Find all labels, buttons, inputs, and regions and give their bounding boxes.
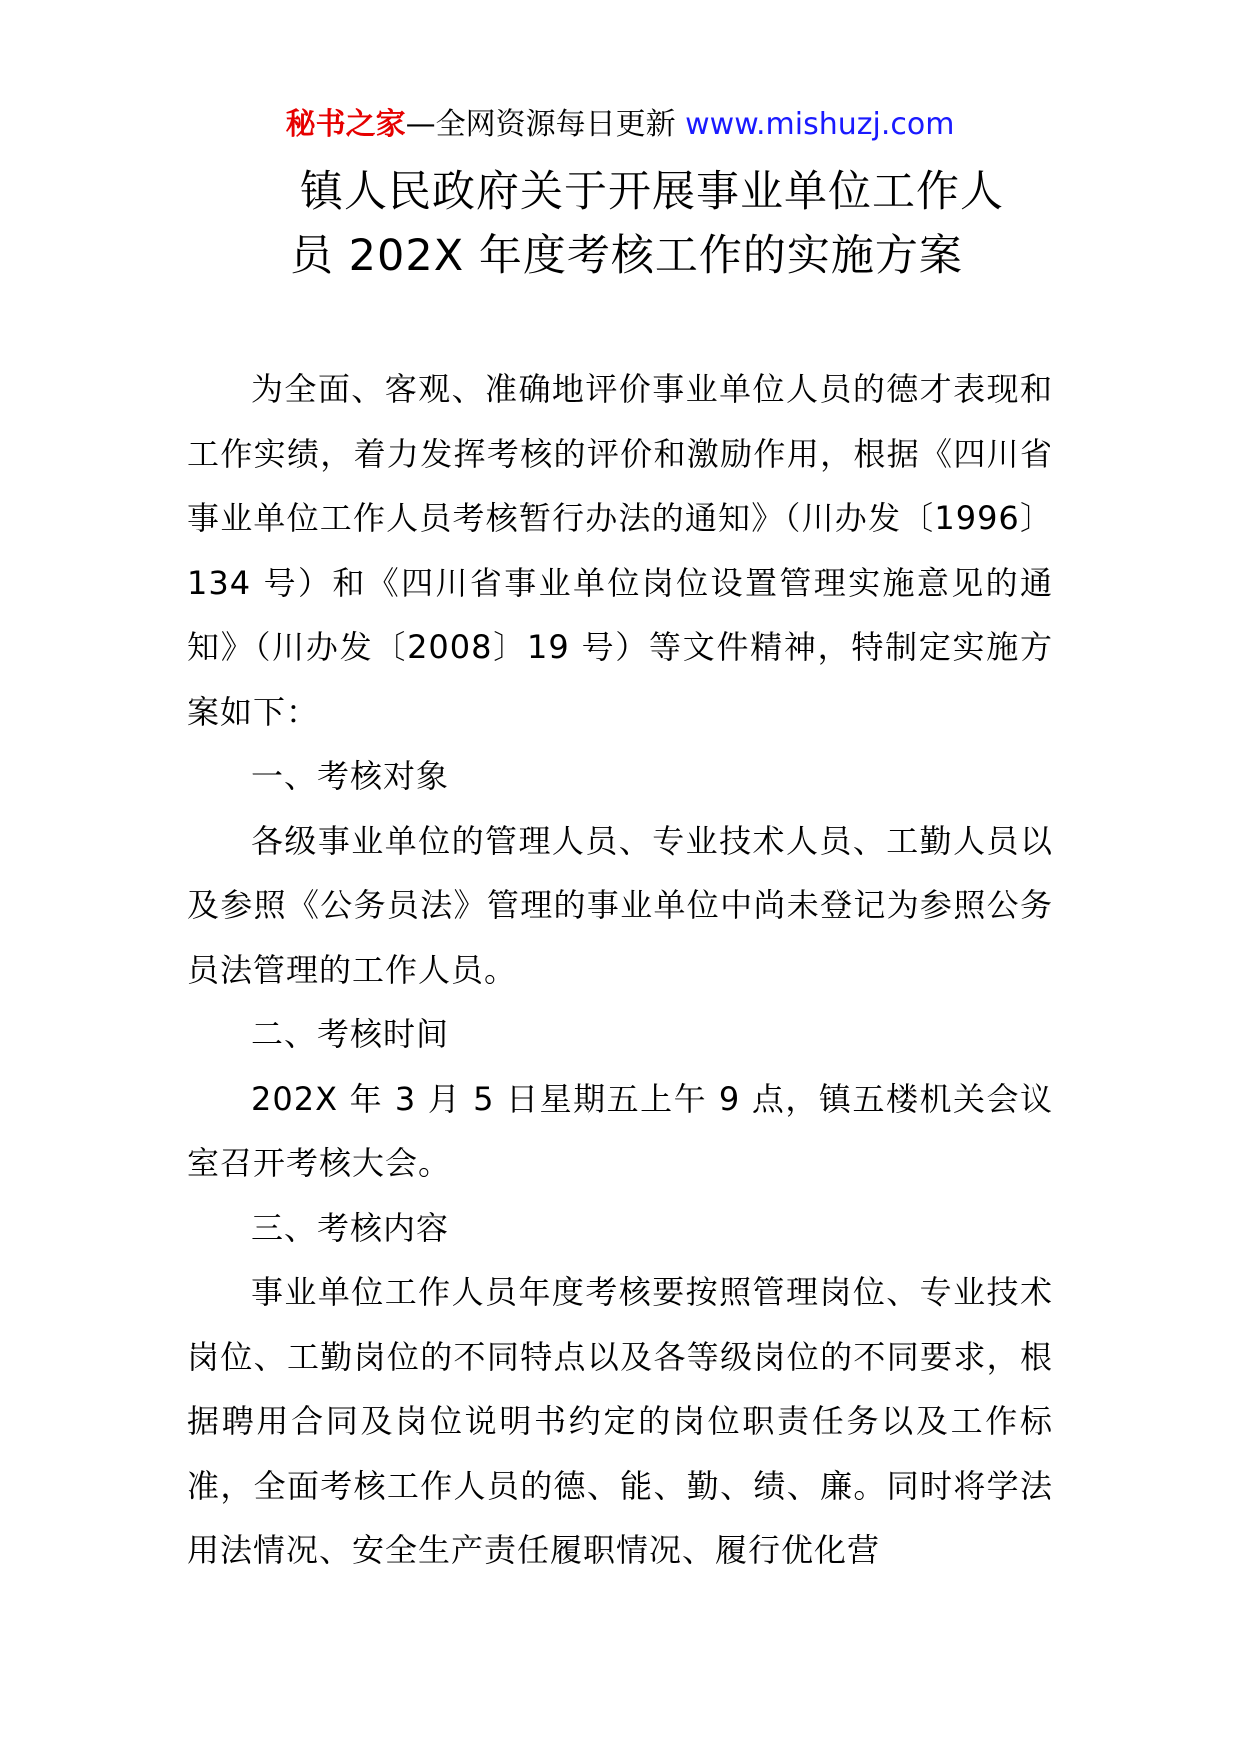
intro-paragraph: 为全面、客观、准确地评价事业单位人员的德才表现和工作实绩，着力发挥考核的评价和激励作用，根据《四川省事业单位工作人员考核暂行办法的通知》（川办发〔1996〕134 号）和《四川省事业单位岗位设置管理实施意见的通知》（川办发〔2008〕19 号）等文件精神，特制定实施方案如下： bbox=[187, 370, 1053, 731]
section-paragraph-3: 事业单位工作人员年度考核要按照管理岗位、专业技术岗位、工勤岗位的不同特点以及各等级岗位的不同要求，根据聘用合同及岗位说明书约定的岗位职责任务以及工作标准，全面考核工作人员的德、能、勤、绩、廉。同时将学法用法情况、安全生产责任履职情况、履行优化营 bbox=[187, 1273, 1053, 1569]
section-paragraph-2: 202X 年 3 月 5 日星期五上午 9 点，镇五楼机关会议室召开考核大会。 bbox=[187, 1079, 1053, 1182]
document-body bbox=[187, 357, 1053, 1583]
section-heading-1: 一、考核对象 bbox=[251, 757, 450, 795]
section-paragraph-1: 各级事业单位的管理人员、专业技术人员、工勤人员以及参照《公务员法》管理的事业单位中尚未登记为参照公务员法管理的工作人员。 bbox=[187, 821, 1053, 989]
title-line-1: 镇人民政府关于开展事业单位工作人 bbox=[300, 167, 1004, 217]
site-url-link[interactable]: www.mishuzj.com bbox=[685, 107, 955, 142]
header-tagline: —全网资源每日更新 bbox=[405, 107, 686, 142]
brand-name: 秘书之家 bbox=[285, 107, 406, 142]
site-header bbox=[0, 100, 1240, 150]
section-heading-3: 三、考核内容 bbox=[251, 1208, 450, 1247]
document-title bbox=[290, 160, 1070, 288]
section-heading-2: 二、考核时间 bbox=[251, 1015, 450, 1053]
title-line-2: 员 202X 年度考核工作的实施方案 bbox=[290, 231, 963, 281]
